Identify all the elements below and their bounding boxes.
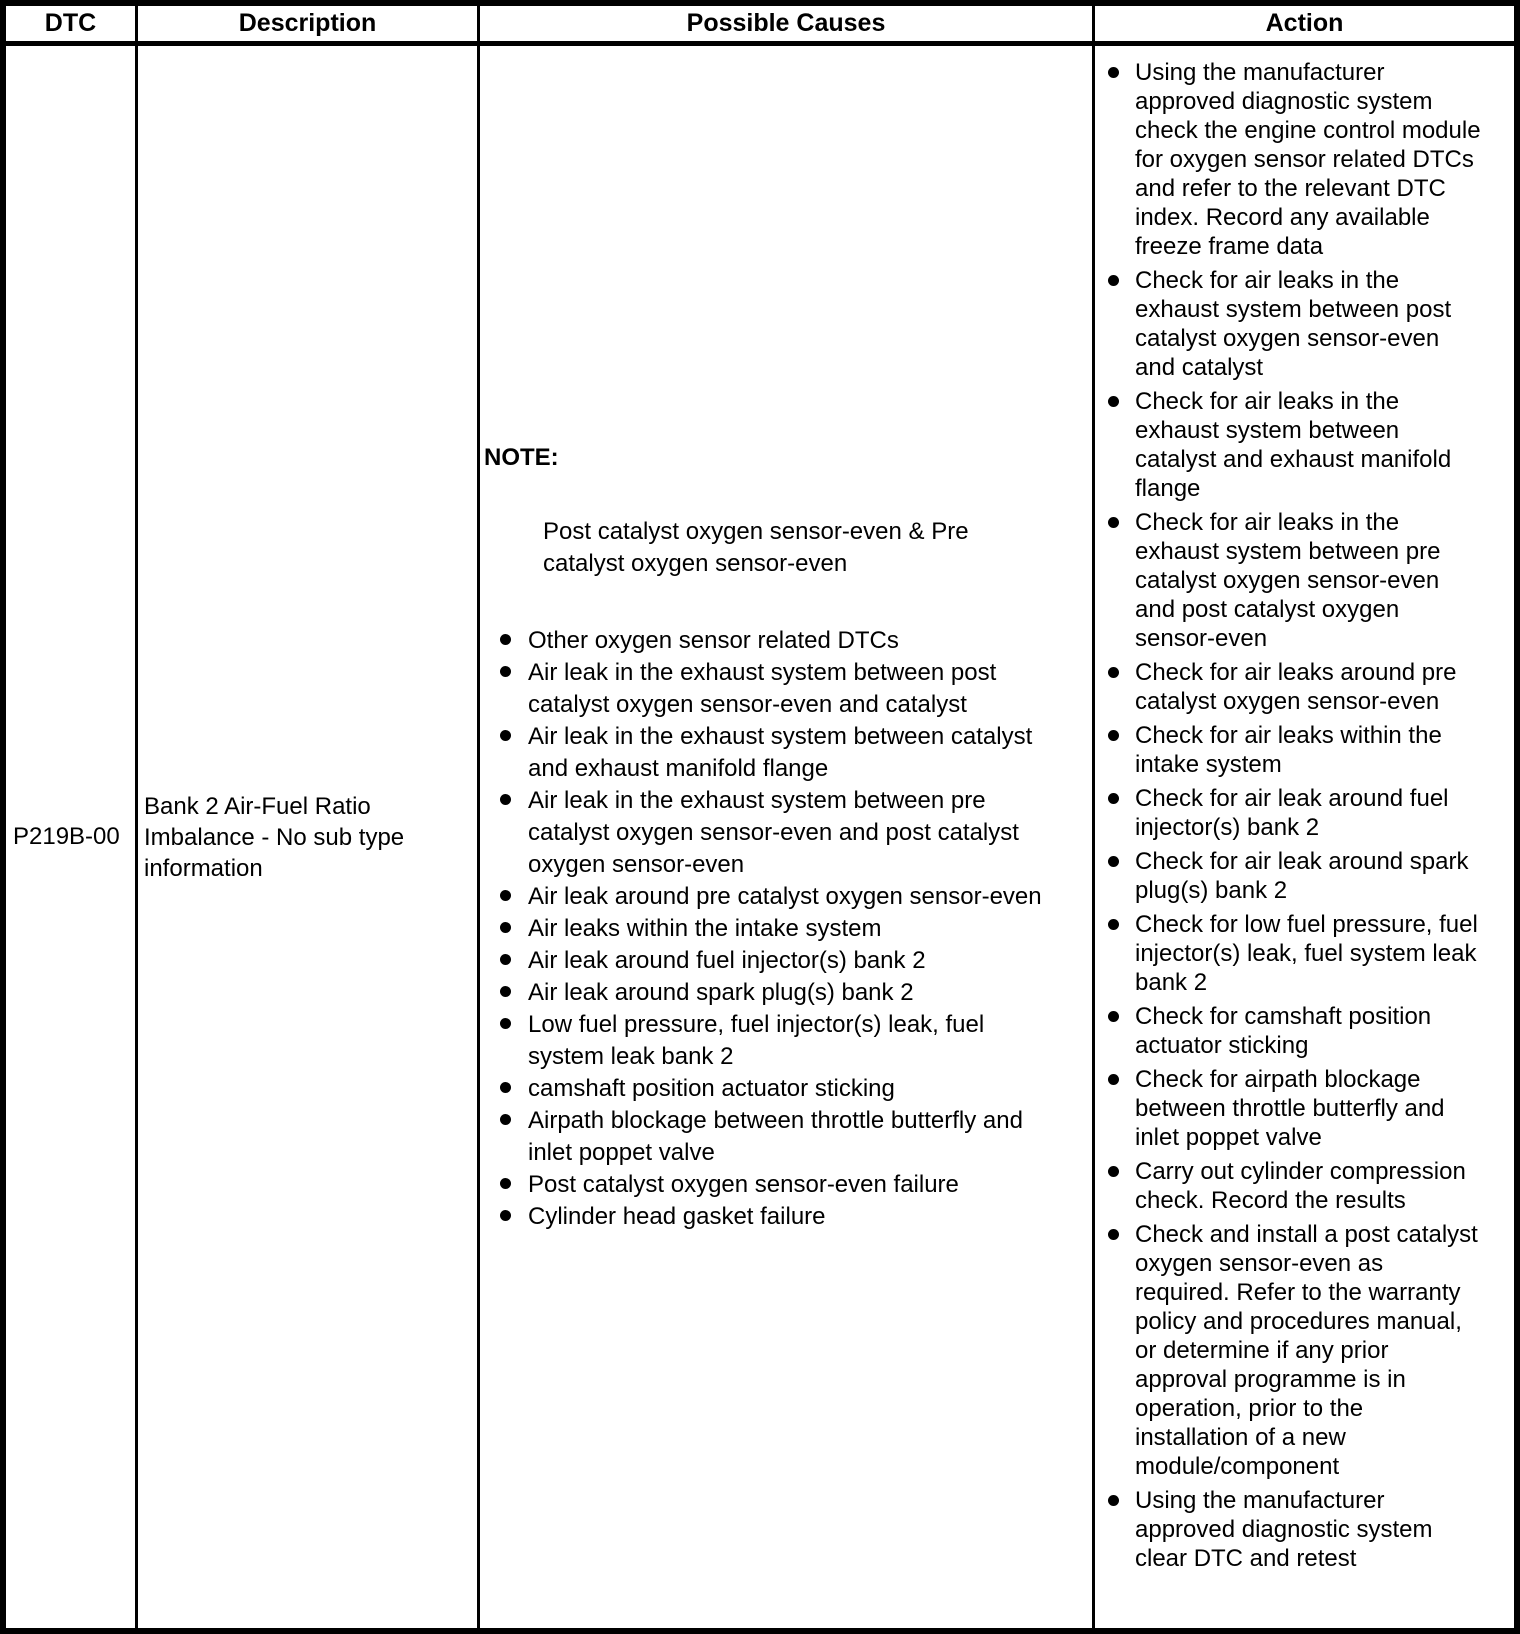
- possible-cause-item: [480, 945, 1060, 977]
- table-header-row: [6, 6, 1514, 46]
- bullet-dot-icon: [1108, 730, 1119, 741]
- action-text: Carry out cylinder compression check. Record the results: [1135, 1158, 1466, 1214]
- note-text: Post catalyst oxygen sensor-even & Pre catalyst oxygen sensor-even: [543, 517, 969, 577]
- action-item: [1095, 1157, 1481, 1215]
- possible-cause-text: Airpath blockage between throttle butterfly and inlet poppet valve: [528, 1106, 1023, 1166]
- possible-cause-item: [480, 657, 1060, 721]
- possible-cause-item: [480, 1105, 1060, 1169]
- action-item: [1095, 658, 1481, 716]
- possible-cause-item: [480, 721, 1060, 785]
- possible-cause-item: [480, 977, 1060, 1009]
- bullet-dot-icon: [1108, 396, 1119, 407]
- possible-cause-item: [480, 1201, 1060, 1233]
- possible-cause-text: Air leaks within the intake system: [528, 914, 882, 942]
- action-text: Check for air leak around spark plug(s) bank 2: [1135, 848, 1469, 904]
- dtc-code: P219B-00: [13, 823, 120, 850]
- action-text: Check for air leaks in the exhaust system between pre catalyst oxygen sensor-even and post catalyst oxygen sensor-even: [1135, 509, 1441, 652]
- possible-cause-item: [480, 625, 1060, 657]
- action-text: Check for air leaks in the exhaust system between catalyst and exhaust manifold flange: [1135, 388, 1452, 502]
- bullet-dot-icon: [500, 1178, 511, 1189]
- action-item: [1095, 784, 1481, 842]
- header-description: Description: [138, 6, 480, 41]
- action-text: Check for low fuel pressure, fuel injector(s) leak, fuel system leak bank 2: [1135, 911, 1478, 996]
- bullet-dot-icon: [1108, 1166, 1119, 1177]
- possible-cause-text: camshaft position actuator sticking: [528, 1074, 895, 1102]
- action-item: [1095, 721, 1481, 779]
- possible-cause-text: Post catalyst oxygen sensor-even failure: [528, 1170, 959, 1198]
- action-item: [1095, 1002, 1481, 1060]
- bullet-dot-icon: [500, 954, 511, 965]
- possible-cause-text: Air leak around spark plug(s) bank 2: [528, 978, 914, 1006]
- possible-cause-text: Other oxygen sensor related DTCs: [528, 626, 899, 654]
- possible-cause-text: Air leak around pre catalyst oxygen sensor-even: [528, 882, 1042, 910]
- bullet-dot-icon: [1108, 67, 1119, 78]
- action-text: Using the manufacturer approved diagnostic system check the engine control module for oxygen sensor related DTCs and refer to the relevant DTC index. Record any available freeze frame data: [1135, 59, 1481, 260]
- possible-cause-item: [480, 1073, 1060, 1105]
- bullet-dot-icon: [500, 1210, 511, 1221]
- bullet-dot-icon: [500, 1018, 511, 1029]
- bullet-dot-icon: [1108, 793, 1119, 804]
- bullet-dot-icon: [500, 1082, 511, 1093]
- action-text: Check for airpath blockage between throttle butterfly and inlet poppet valve: [1135, 1066, 1445, 1151]
- header-action: Action: [1265, 9, 1344, 37]
- possible-cause-item: [480, 881, 1060, 913]
- action-item: [1095, 58, 1481, 261]
- action-text: Check and install a post catalyst oxygen sensor-even as required. Refer to the warranty policy and procedures manual, or determine if any prior approval programme is in operation, prior to the installation of a new module/component: [1135, 1221, 1478, 1480]
- bullet-dot-icon: [1108, 919, 1119, 930]
- action-item: [1095, 1486, 1481, 1573]
- action-item: [1095, 1220, 1481, 1481]
- bullet-dot-icon: [500, 666, 511, 677]
- bullet-dot-icon: [1108, 1074, 1119, 1085]
- possible-cause-text: Air leak in the exhaust system between pre catalyst oxygen sensor-even and post catalyst oxygen sensor-even: [528, 786, 1019, 878]
- possible-cause-text: Cylinder head gasket failure: [528, 1202, 826, 1230]
- possible-causes-cell: [480, 46, 1095, 1628]
- possible-cause-text: Low fuel pressure, fuel injector(s) leak, fuel system leak bank 2: [528, 1010, 985, 1070]
- bullet-dot-icon: [500, 986, 511, 997]
- dtc-code-cell: [6, 46, 138, 1628]
- possible-cause-text: Air leak in the exhaust system between post catalyst oxygen sensor-even and catalyst: [528, 658, 997, 718]
- bullet-dot-icon: [1108, 1229, 1119, 1240]
- action-text: Check for air leaks in the exhaust system between post catalyst oxygen sensor-even and catalyst: [1135, 267, 1452, 381]
- action-cell: [1095, 46, 1514, 1628]
- action-text: Check for camshaft position actuator sticking: [1135, 1003, 1432, 1059]
- action-item: [1095, 1065, 1481, 1152]
- action-list: [1095, 58, 1514, 1573]
- action-text: Check for air leaks around pre catalyst oxygen sensor-even: [1135, 659, 1457, 715]
- possible-cause-item: [480, 1169, 1060, 1201]
- bullet-dot-icon: [1108, 517, 1119, 528]
- header-dtc: DTC: [6, 6, 138, 41]
- bullet-dot-icon: [1108, 275, 1119, 286]
- description-cell: [138, 46, 480, 1628]
- action-item: [1095, 266, 1481, 382]
- bullet-dot-icon: [500, 890, 511, 901]
- bullet-dot-icon: [500, 794, 511, 805]
- bullet-dot-icon: [500, 1114, 511, 1125]
- action-text: Using the manufacturer approved diagnostic system clear DTC and retest: [1135, 1487, 1433, 1572]
- possible-cause-text: Air leak around fuel injector(s) bank 2: [528, 946, 926, 974]
- action-item: [1095, 847, 1481, 905]
- bullet-dot-icon: [1108, 1495, 1119, 1506]
- note-label: NOTE:: [484, 443, 559, 471]
- bullet-dot-icon: [500, 730, 511, 741]
- action-text: Check for air leak around fuel injector(s) bank 2: [1135, 785, 1449, 841]
- possible-cause-item: [480, 913, 1060, 945]
- header-possible-causes: Possible Causes: [480, 6, 1095, 41]
- action-item: [1095, 910, 1481, 997]
- bullet-dot-icon: [1108, 667, 1119, 678]
- possible-cause-item: [480, 785, 1060, 881]
- action-item: [1095, 508, 1481, 653]
- bullet-dot-icon: [1108, 856, 1119, 867]
- possible-causes-list: [480, 625, 1092, 1233]
- possible-cause-text: Air leak in the exhaust system between catalyst and exhaust manifold flange: [528, 722, 1033, 782]
- action-text: Check for air leaks within the intake system: [1135, 722, 1442, 778]
- bullet-dot-icon: [500, 922, 511, 933]
- bullet-dot-icon: [1108, 1011, 1119, 1022]
- possible-cause-item: [480, 1009, 1060, 1073]
- action-item: [1095, 387, 1481, 503]
- bullet-dot-icon: [500, 634, 511, 645]
- description-text: Bank 2 Air-Fuel Ratio Imbalance - No sub type information: [144, 792, 405, 882]
- table-row: [6, 46, 1514, 1628]
